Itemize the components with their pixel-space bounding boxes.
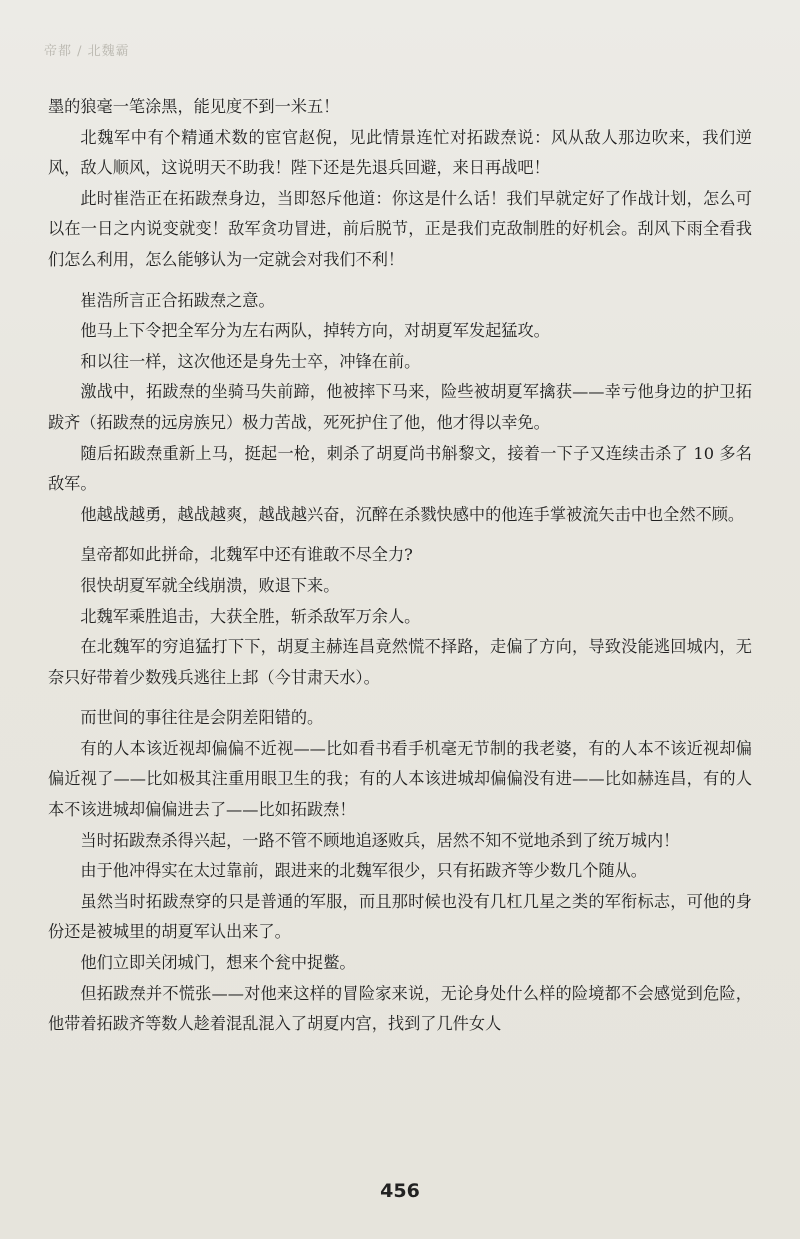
running-header: 帝都 / 北魏霸	[44, 44, 130, 59]
body-text	[48, 92, 752, 1040]
paragraph: 他们立即关闭城门，想来个瓮中捉鳖。	[80, 953, 356, 973]
paragraph: 他越战越勇，越战越爽，越战越兴奋，沉醉在杀戮快感中的他连手掌被流矢击中也全然不顾。	[80, 504, 745, 524]
paragraph: 当时拓跋焘杀得兴起，一路不管不顾地追逐败兵，居然不知不觉地杀到了统万城内！	[80, 830, 680, 850]
paragraph: 而世间的事往往是会阴差阳错的。	[80, 708, 324, 728]
paragraph: 北魏军中有个精通术数的宦官赵倪，见此情景连忙对拓跋焘说：风从敌人那边吹来，我们逆风，敌人顺风，这说明天不助我！陛下还是先退兵回避，来日再战吧！	[48, 127, 752, 178]
paragraph: 他马上下令把全军分为左右两队，掉转方向，对胡夏军发起猛攻。	[80, 321, 550, 341]
paragraph: 很快胡夏军就全线崩溃，败退下来。	[80, 575, 340, 595]
paragraph: 由于他冲得实在太过靠前，跟进来的北魏军很少，只有拓跋齐等少数几个随从。	[80, 861, 647, 881]
paragraph: 虽然当时拓跋焘穿的只是普通的军服，而且那时候也没有几杠几星之类的军衔标志，可他的身份还是被城里的胡夏军认出来了。	[48, 891, 752, 942]
paragraph: 随后拓跋焘重新上马，挺起一枪，刺杀了胡夏尚书斛黎文，接着一下子又连续击杀了 10 多名敌军。	[48, 443, 752, 494]
paragraph: 激战中，拓跋焘的坐骑马失前蹄，他被摔下马来，险些被胡夏军擒获——幸亏他身边的护卫拓跋齐（拓跋焘的远房族兄）极力苦战，死死护住了他，他才得以幸免。	[48, 382, 752, 432]
paragraph: 有的人本该近视却偏偏不近视——比如看书看手机毫无节制的我老婆，有的人本不该近视却偏偏近视了——比如极其注重用眼卫生的我；有的人本该进城却偏偏没有进——比如赫连昌，有的人本不该进城却偏偏进去了——比如拓跋焘！	[48, 738, 752, 820]
paragraph: 墨的狼毫一笔涂黑，能见度不到一米五！	[48, 97, 340, 116]
page-number: 456	[380, 1180, 420, 1202]
paragraph: 和以往一样，这次他还是身先士卒，冲锋在前。	[80, 351, 421, 371]
paragraph: 此时崔浩正在拓跋焘身边，当即怒斥他道：你这是什么话！我们早就定好了作战计划，怎么可以在一日之内说变就变！敌军贪功冒进，前后脱节，正是我们克敌制胜的好机会。刮风下雨全看我们怎么利用，怎么能够认为一定就会对我们不利！	[48, 188, 752, 269]
paragraph: 在北魏军的穷追猛打下下，胡夏主赫连昌竟然慌不择路，走偏了方向，导致没能逃回城内，无奈只好带着少数残兵逃往上邽（今甘肃天水）。	[48, 637, 752, 687]
paragraph: 崔浩所言正合拓跋焘之意。	[80, 290, 275, 310]
paragraph: 但拓跋焘并不慌张——对他来这样的冒险家来说，无论身处什么样的险境都不会感觉到危险，他带着拓跋齐等数人趁着混乱混入了胡夏内宫，找到了几件女人	[48, 983, 752, 1034]
paragraph: 北魏军乘胜追击，大获全胜，斩杀敌军万余人。	[80, 606, 421, 626]
paragraph: 皇帝都如此拼命，北魏军中还有谁敢不尽全力?	[80, 545, 413, 565]
